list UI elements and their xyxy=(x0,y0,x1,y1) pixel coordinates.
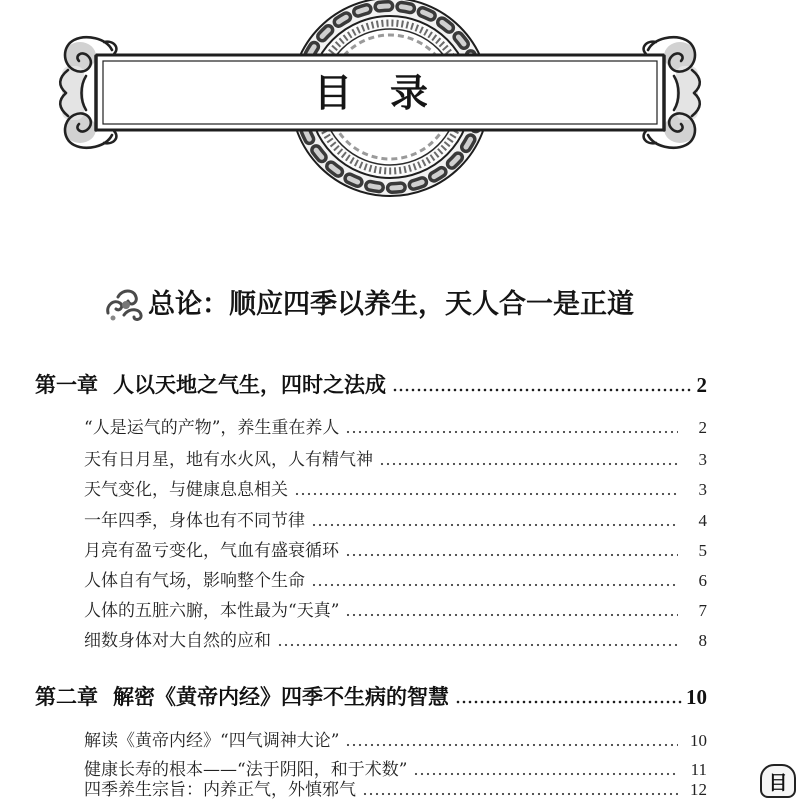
section-title: 细数身体对大自然的应和 xyxy=(84,631,271,651)
toc-section-row xyxy=(84,571,707,591)
dot-leader xyxy=(455,700,682,704)
page-number: 10 xyxy=(690,731,707,750)
intro-heading xyxy=(104,286,634,324)
toc-section-row xyxy=(84,541,707,561)
section-title: 月亮有盈亏变化，气血有盛衰循环 xyxy=(84,541,339,561)
section-title: 一年四季，身体也有不同节律 xyxy=(84,511,305,531)
section-title: 人体的五脏六腑，本性最为“天真” xyxy=(84,601,340,621)
toc-section-row xyxy=(84,418,707,438)
page-number: 3 xyxy=(698,450,707,469)
toc-section-row xyxy=(84,450,707,470)
dot-leader xyxy=(379,462,678,466)
page-number: 6 xyxy=(698,571,707,590)
toc-section-row xyxy=(84,631,707,651)
side-tab-label: 目 xyxy=(768,771,788,794)
page-number: 3 xyxy=(698,480,707,499)
section-title: 解读《黄帝内经》“四气调神大论” xyxy=(84,731,340,751)
dot-leader xyxy=(345,613,678,617)
section-title: 天有日月星，地有水火风，人有精气神 xyxy=(84,450,373,470)
toc-section-row xyxy=(84,511,707,531)
dot-leader xyxy=(294,492,678,496)
page-title: 目 录 xyxy=(313,71,428,115)
section-title: 健康长寿的根本——“法于阴阳，和于术数” xyxy=(84,760,408,780)
page-number: 4 xyxy=(698,511,707,530)
section-title: 天气变化，与健康息息相关 xyxy=(84,480,288,500)
chapter-number: 第二章 xyxy=(35,684,98,709)
chapter-title: 解密《黄帝内经》四季不生病的智慧 xyxy=(113,684,449,709)
dot-leader xyxy=(362,792,678,796)
dot-leader xyxy=(311,523,678,527)
dragon-cloud-icon xyxy=(104,287,144,323)
intro-title: 总论：顺应四季以养生，天人合一是正道 xyxy=(148,289,634,320)
dot-leader xyxy=(345,743,678,747)
thumb-index-tab xyxy=(760,764,796,798)
page-number: 2 xyxy=(696,373,707,397)
page-number: 11 xyxy=(690,760,707,779)
section-title: “人是运气的产物”，养生重在养人 xyxy=(84,418,340,438)
chapter-number: 第一章 xyxy=(35,372,98,397)
chapter-title: 人以天地之气生，四时之法成 xyxy=(113,372,386,397)
page-number: 10 xyxy=(686,685,707,709)
toc-section-row xyxy=(84,760,707,780)
dot-leader xyxy=(413,772,678,776)
toc-section-row xyxy=(84,731,707,751)
toc-section-row xyxy=(84,480,707,500)
dot-leader xyxy=(277,643,678,647)
page-number: 5 xyxy=(698,541,707,560)
section-title: 四季养生宗旨：内养正气，外慎邪气 xyxy=(84,780,356,800)
page-number: 2 xyxy=(698,418,707,437)
toc-section-row xyxy=(84,780,707,800)
toc-section-row xyxy=(84,601,707,621)
dot-leader xyxy=(345,553,678,557)
page-number: 12 xyxy=(690,780,707,799)
toc-chapter-row xyxy=(35,372,707,398)
page-number: 7 xyxy=(698,601,707,620)
toc-chapter-row xyxy=(35,684,707,710)
dot-leader xyxy=(392,388,693,392)
dot-leader xyxy=(311,583,678,587)
dot-leader xyxy=(345,430,678,434)
page-number: 8 xyxy=(698,631,707,650)
section-title: 人体自有气场，影响整个生命 xyxy=(84,571,305,591)
